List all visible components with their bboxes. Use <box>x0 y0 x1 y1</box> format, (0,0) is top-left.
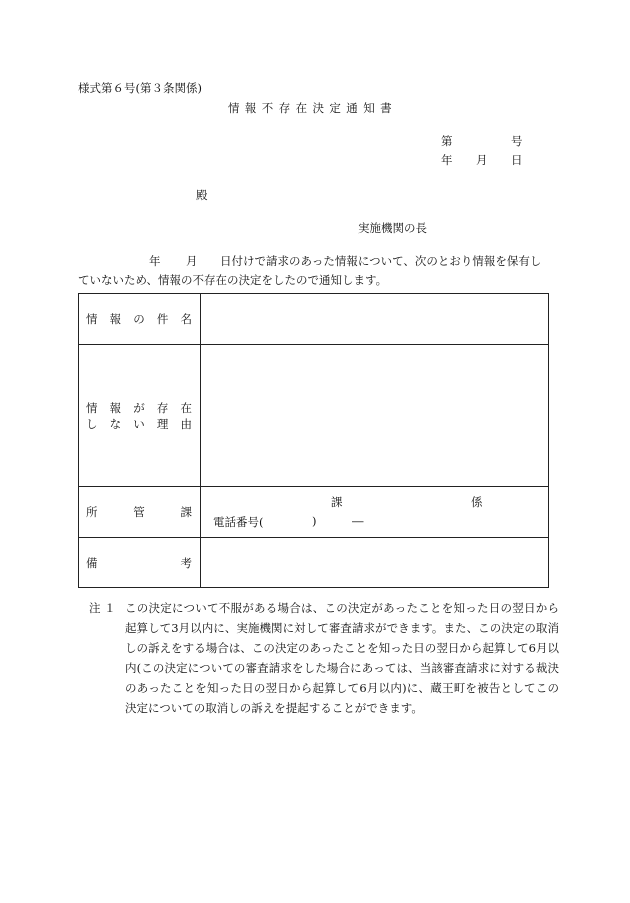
info-table <box>78 293 549 588</box>
form-number: 様式第６号(第３条関係) <box>78 81 202 95</box>
sender-title: 実施機関の長 <box>358 221 427 235</box>
table-row <box>79 294 549 345</box>
notes-section <box>89 598 559 718</box>
phone-paren: ) <box>312 514 317 528</box>
document-title: 情報不存在決定通知書 <box>228 101 397 115</box>
label-department: 所 管 課 <box>86 505 192 519</box>
intro-month: 月 <box>186 254 198 268</box>
remarks-field[interactable] <box>201 538 549 588</box>
label-remarks: 備 考 <box>86 555 192 570</box>
department-field[interactable] <box>201 487 549 538</box>
note-number: 注 １ <box>89 601 116 615</box>
reason-field[interactable] <box>201 345 549 487</box>
subject-field[interactable] <box>201 294 549 345</box>
label-reason-line-2: し な い 理 由 <box>86 416 192 431</box>
number-prefix: 第 <box>441 134 453 148</box>
phone-label: 電話番号( <box>213 515 264 529</box>
table-row <box>79 345 549 487</box>
intro-line-1: 日付けで請求のあった情報について、次のとおり情報を保有し <box>220 254 542 268</box>
date-year: 年 <box>441 153 453 167</box>
date-day: 日 <box>511 153 523 167</box>
label-subject: 情 報 の 件 名 <box>86 312 192 326</box>
table-row <box>79 487 549 538</box>
number-suffix: 号 <box>511 134 523 148</box>
intro-year: 年 <box>149 254 161 268</box>
label-reason-line-1: 情 報 が 存 在 <box>86 400 192 415</box>
intro-line-2: ていないため、情報の不存在の決定をしたので通知します。 <box>78 273 388 287</box>
addressee-suffix: 殿 <box>196 188 208 202</box>
table-row <box>79 538 549 588</box>
section-kakari: 係 <box>471 495 483 509</box>
phone-dash: ― <box>352 514 364 528</box>
section-ka: 課 <box>331 495 343 509</box>
date-month: 月 <box>476 153 488 167</box>
note-text: この決定について不服がある場合は、この決定があったことを知った日の翌日から起算して3月以内に、実施機関に対して審査請求ができます。また、この決定の取消しの訴えをする場合は、この決定のあったことを知った日の翌日から起算して6月以内(この決定についての審査請求をした場合にあっては、当該審査請求に対する裁決のあったことを知った日の翌日から起算して6月以内)に、蔵王町を被告としてこの決定についての取消しの訴えを提起することができます。 <box>125 601 559 715</box>
